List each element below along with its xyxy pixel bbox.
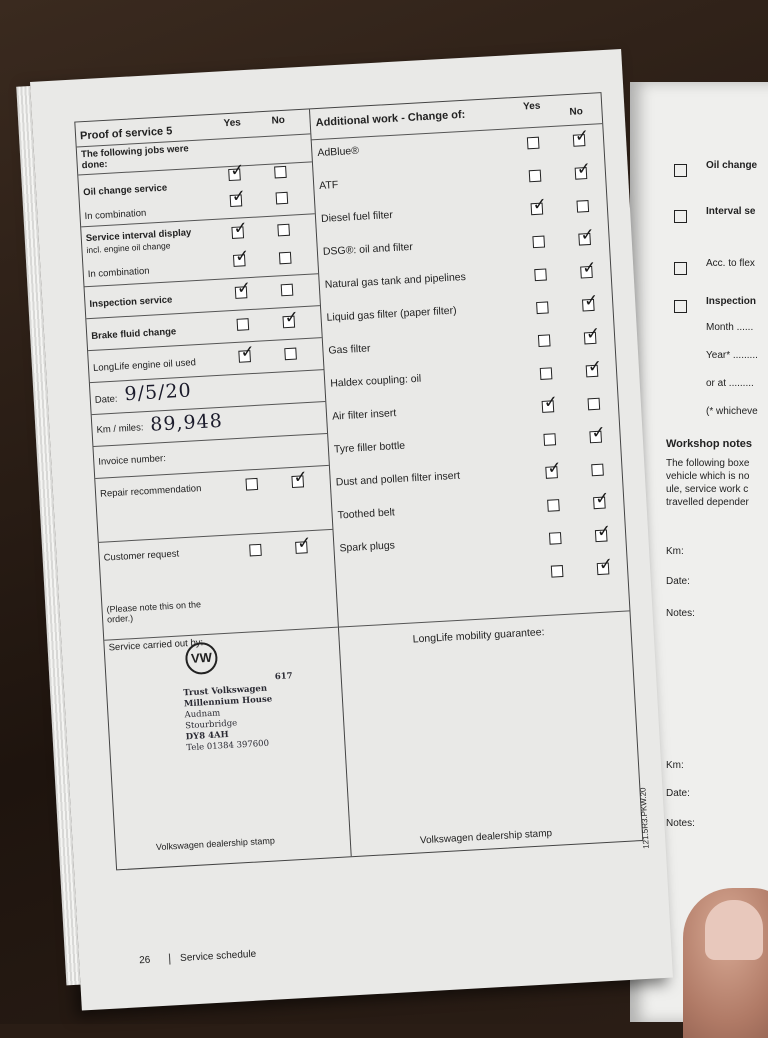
right-item-inspection: Inspection — [706, 296, 757, 307]
additional-item-label: Gas filter — [328, 342, 371, 357]
job-inspection: Inspection service — [89, 294, 173, 311]
right-inspection-checkbox[interactable] — [674, 300, 687, 313]
check-mark-icon: ✓ — [236, 277, 252, 299]
check-mark-icon: ✓ — [596, 521, 612, 543]
additional-item-label: Tyre filler bottle — [333, 439, 406, 456]
additional-item-label: Natural gas tank and pipelines — [324, 270, 467, 291]
additional-yes-checkbox[interactable] — [529, 170, 542, 183]
right-notes-line-1: The following boxe — [666, 458, 750, 469]
km-value[interactable]: 89,948 — [149, 409, 224, 436]
right-km-1: Km: — [666, 546, 684, 557]
service-by-label: Service carried out by: — [108, 637, 204, 654]
check-mark-icon: ✓ — [284, 307, 300, 329]
additional-no-checkbox[interactable] — [588, 398, 601, 411]
additional-item-label: DSG®: oil and filter — [322, 240, 414, 258]
check-mark-icon: ✓ — [594, 488, 610, 510]
right-item-interval: Interval se — [706, 206, 756, 217]
additional-yes-checkbox[interactable] — [543, 433, 556, 446]
additional-item-label: Haldex coupling: oil — [329, 372, 422, 390]
additional-item-label: Toothed belt — [337, 506, 396, 522]
right-workshop-notes: Workshop notes — [666, 438, 752, 450]
dealer-stamp-right-label: Volkswagen dealership stamp — [419, 828, 553, 847]
right-year: Year* ......... — [706, 350, 758, 361]
yes-header: Yes — [223, 117, 242, 130]
stamp-line: Stourbridge — [184, 718, 238, 732]
additional-work-column — [309, 93, 642, 856]
additional-yes-checkbox[interactable] — [536, 301, 549, 314]
right-notes-line-3: ule, service work c — [666, 484, 749, 495]
right-date-1: Date: — [666, 576, 690, 587]
check-mark-icon: ✓ — [581, 257, 598, 279]
additional-item-label: Air filter insert — [331, 407, 397, 423]
additional-yes-checkbox[interactable] — [527, 137, 540, 150]
left-page — [30, 49, 673, 1011]
check-mark-icon: ✓ — [296, 533, 312, 554]
stamp-line: 617 — [274, 671, 293, 683]
in-combination-1-no-checkbox[interactable] — [276, 192, 289, 205]
additional-title: Additional work - Change of: — [315, 108, 466, 130]
check-mark-icon: ✓ — [587, 356, 603, 378]
additional-item-label: ATF — [318, 178, 339, 193]
customer-label: Customer request — [103, 548, 180, 564]
guarantee-row — [338, 610, 642, 855]
additional-no-checkbox[interactable] — [576, 200, 589, 213]
additional-item-label: AdBlue® — [317, 144, 360, 160]
additional-no-checkbox[interactable] — [591, 464, 604, 477]
check-mark-icon: ✓ — [532, 194, 548, 216]
stamp-line: Audnam — [184, 708, 221, 721]
right-notes-line-4: travelled depender — [666, 497, 749, 508]
check-mark-icon: ✓ — [579, 224, 596, 246]
in-combination-2-no-checkbox[interactable] — [279, 252, 292, 265]
additional-yes-checkbox[interactable] — [547, 499, 560, 512]
check-mark-icon: ✓ — [543, 392, 559, 413]
job-service-interval-sub: incl. engine oil change — [86, 240, 171, 256]
brake-fluid-yes-checkbox[interactable] — [237, 318, 250, 331]
right-whichever: (* whicheve — [706, 406, 758, 417]
jobs-column — [75, 109, 351, 869]
check-mark-icon: ✓ — [590, 422, 607, 444]
page-number: 26 — [138, 954, 151, 967]
jobs-intro: The following jobs were done: — [80, 143, 189, 172]
dealer-stamp-label: Volkswagen dealership stamp — [155, 835, 276, 853]
job-longlife: LongLife engine oil used — [92, 357, 197, 374]
right-item-oil-change: Oil change — [706, 160, 758, 171]
additional-yes-checkbox[interactable] — [532, 236, 545, 249]
check-mark-icon: ✓ — [229, 160, 246, 181]
additional-item-label: Spark plugs — [339, 539, 396, 555]
right-item-flex: Acc. to flex — [706, 258, 755, 269]
km-label: Km / miles: — [96, 422, 144, 436]
job-in-combination-2: In combination — [87, 265, 150, 281]
check-mark-icon: ✓ — [546, 457, 563, 479]
service-interval-no-checkbox[interactable] — [277, 224, 290, 237]
stamp-line: Millennium House — [183, 694, 273, 710]
check-mark-icon: ✓ — [583, 290, 599, 312]
job-in-combination-1: In combination — [84, 207, 147, 223]
check-mark-icon: ✓ — [576, 158, 592, 180]
longlife-no-checkbox[interactable] — [284, 348, 297, 361]
service-form — [74, 92, 643, 870]
check-mark-icon: ✓ — [239, 341, 256, 363]
check-mark-icon: ✓ — [598, 554, 614, 575]
check-mark-icon: ✓ — [574, 125, 590, 147]
check-mark-icon: ✓ — [231, 186, 247, 207]
right-interval-checkbox[interactable] — [674, 210, 687, 223]
right-km-2: Km: — [666, 760, 684, 771]
right-notes-1: Notes: — [666, 608, 695, 619]
additional-yes-checkbox[interactable] — [551, 565, 564, 578]
check-mark-icon: ✓ — [585, 323, 601, 345]
footer-title: Service schedule — [169, 949, 257, 965]
right-date-2: Date: — [666, 788, 690, 799]
date-value[interactable]: 9/5/20 — [123, 379, 193, 406]
additional-item-label: Diesel fuel filter — [320, 208, 394, 225]
additional-yes-checkbox[interactable] — [534, 268, 547, 281]
stamp-line: Tele 01384 397600 — [186, 738, 270, 754]
additional-item-label: Liquid gas filter (paper filter) — [326, 304, 457, 324]
repair-label: Repair recommendation — [99, 483, 202, 500]
inspection-no-checkbox[interactable] — [281, 284, 294, 297]
job-service-interval: Service interval display — [85, 227, 192, 245]
right-flex-checkbox[interactable] — [674, 262, 687, 275]
invoice-label: Invoice number: — [98, 453, 167, 468]
thumbnail — [705, 900, 763, 960]
print-code: 121.5R3.PKW.20 — [638, 787, 651, 850]
check-mark-icon: ✓ — [292, 467, 309, 488]
date-label: Date: — [94, 393, 118, 406]
customer-yes-checkbox[interactable] — [249, 544, 262, 557]
right-notes-2: Notes: — [666, 818, 695, 829]
stamp-line: DY8 4AH — [185, 729, 229, 743]
additional-yes-checkbox[interactable] — [549, 532, 562, 545]
oil-change-no-checkbox[interactable] — [274, 166, 287, 179]
job-brake-fluid: Brake fluid change — [90, 326, 177, 342]
repair-row — [95, 465, 332, 541]
stamp-line: Trust Volkswagen — [183, 683, 268, 699]
no-header: No — [271, 114, 286, 127]
additional-yes-checkbox[interactable] — [538, 334, 551, 347]
customer-row — [99, 529, 338, 639]
job-oil-change: Oil change service — [82, 182, 168, 199]
vw-logo-icon: VW — [185, 641, 219, 675]
additional-item-label: Dust and pollen filter insert — [335, 469, 461, 489]
check-mark-icon: ✓ — [232, 218, 249, 239]
repair-yes-checkbox[interactable] — [245, 478, 258, 491]
dealer-stamp — [182, 671, 296, 754]
additional-yes-header: Yes — [522, 100, 541, 113]
additional-no-header: No — [569, 106, 584, 118]
right-month: Month ...... — [706, 322, 754, 333]
right-or-at: or at ......... — [706, 378, 754, 389]
right-notes-line-2: vehicle which is no — [666, 471, 750, 482]
check-mark-icon: ✓ — [234, 246, 250, 267]
proof-title: Proof of service 5 — [79, 125, 173, 143]
right-oil-change-checkbox[interactable] — [674, 164, 687, 177]
note-text: (Please note this on the order.) — [106, 599, 202, 625]
guarantee-label: LongLife mobility guarantee: — [412, 626, 545, 646]
additional-yes-checkbox[interactable] — [540, 367, 553, 380]
